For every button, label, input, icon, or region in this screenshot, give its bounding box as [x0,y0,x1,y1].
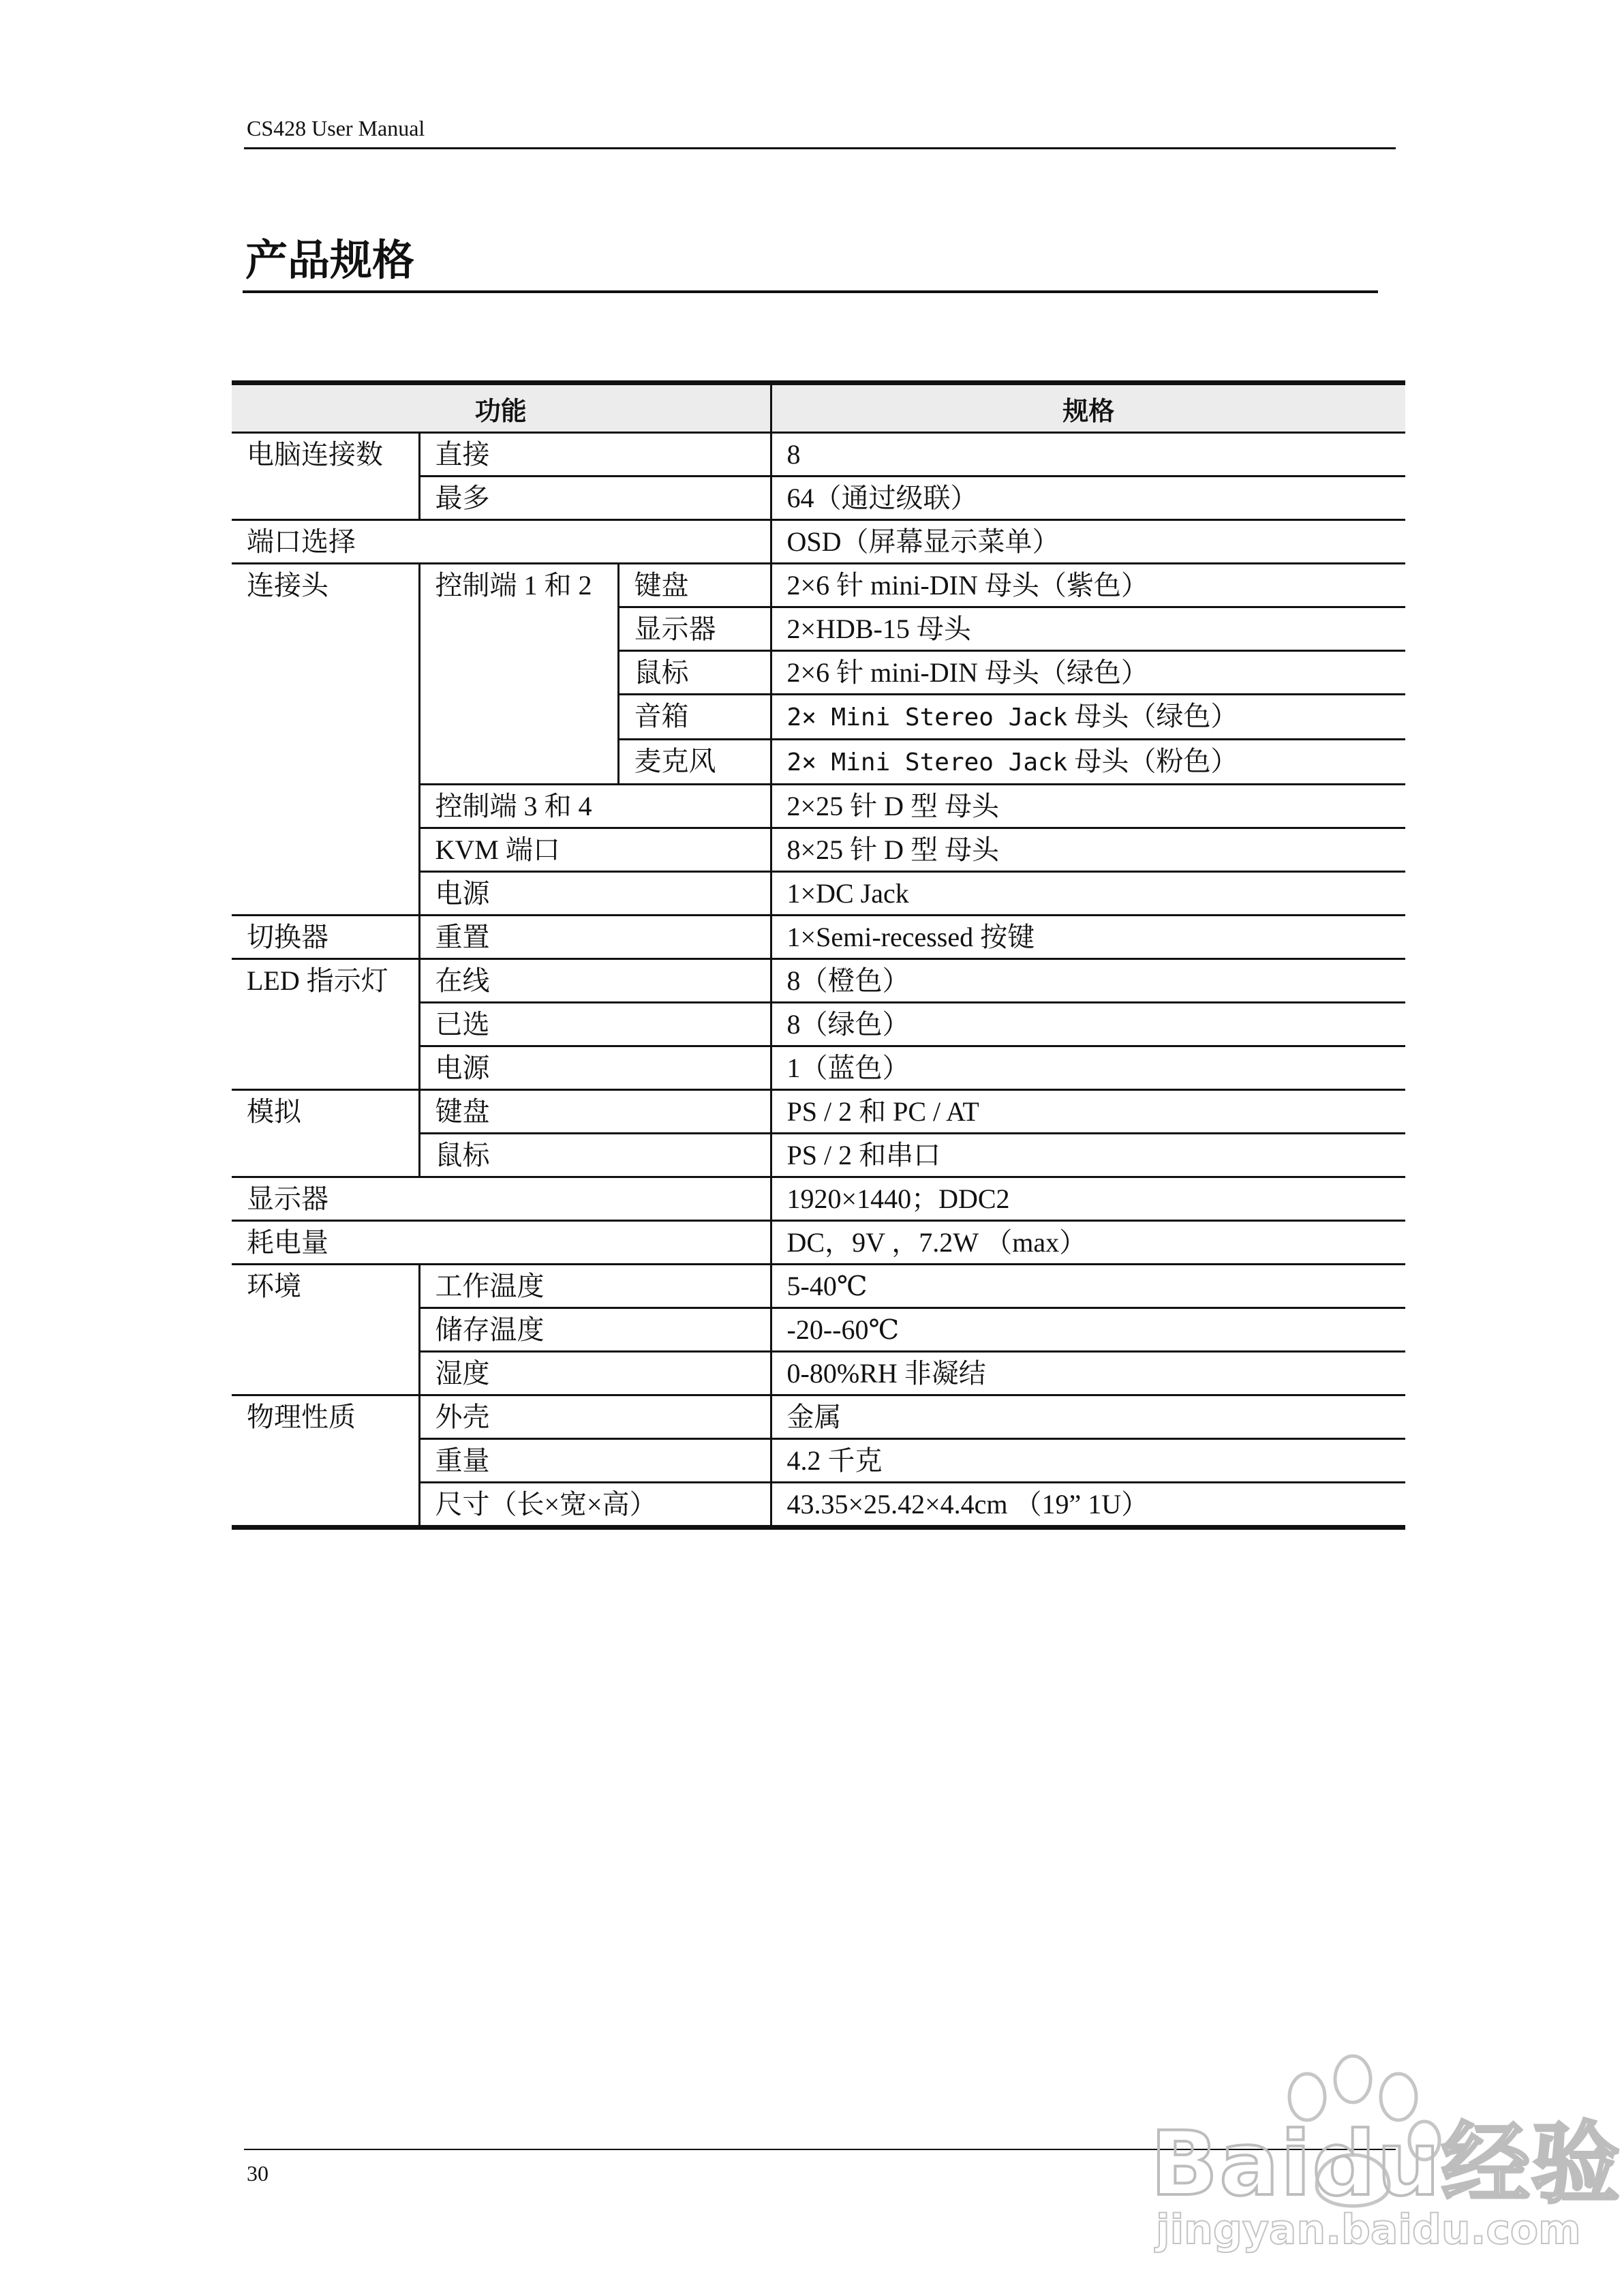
row-spec: PS / 2 和串口 [771,1134,1405,1177]
row-item: 直接 [419,433,771,477]
row-category: 物理性质 [232,1395,419,1528]
row-subitem: 麦克风 [618,740,771,785]
row-category: 切换器 [232,916,419,959]
row-item: 外壳 [419,1395,771,1439]
row-spec: 1×DC Jack [771,872,1405,916]
table-row [232,916,1405,959]
row-spec-detail: 母头（粉色） [1067,746,1238,776]
row-item: 电源 [419,872,771,916]
row-spec: -20--60℃ [771,1308,1405,1352]
row-item: 电源 [419,1046,771,1090]
row-category: 模拟 [232,1090,419,1177]
row-category: 显示器 [232,1177,771,1221]
spec-table [232,380,1405,1530]
row-spec: 8（橙色） [771,959,1405,1003]
row-spec [771,695,1405,740]
page-title: 产品规格 [245,235,415,285]
page-number: 30 [247,2161,269,2186]
row-category: 端口选择 [232,520,771,564]
row-spec: 5-40℃ [771,1265,1405,1308]
row-spec: PS / 2 和 PC / AT [771,1090,1405,1134]
row-item: 在线 [419,959,771,1003]
row-item: 已选 [419,1003,771,1046]
table-row [232,433,1405,477]
row-spec: 8（绿色） [771,1003,1405,1046]
row-item: 湿度 [419,1352,771,1395]
row-spec: 1×Semi-recessed 按键 [771,916,1405,959]
row-spec: DC，9V ，7.2W （max） [771,1221,1405,1265]
header-rule [244,147,1396,149]
row-item: 尺寸（长×宽×高） [419,1483,771,1528]
row-item: 鼠标 [419,1134,771,1177]
row-spec: 43.35×25.42×4.4cm （19” 1U） [771,1483,1405,1528]
row-spec: 8×25 针 D 型 母头 [771,828,1405,872]
row-subitem: 音箱 [618,695,771,740]
table-row [232,1221,1405,1265]
row-spec: 4.2 千克 [771,1439,1405,1483]
row-spec: OSD（屏幕显示菜单） [771,520,1405,564]
header-spec: 规格 [771,383,1405,433]
table-row [232,564,1405,607]
row-item: KVM 端口 [419,828,771,872]
row-spec: 64（通过级联） [771,477,1405,520]
row-spec-connector: 2× Mini Stereo Jack [786,749,1068,776]
row-spec-detail: 母头（绿色） [1067,701,1238,731]
row-category: 环境 [232,1265,419,1395]
table-row [232,1177,1405,1221]
row-spec: 金属 [771,1395,1405,1439]
table-header-row [232,383,1405,433]
row-item: 控制端 1 和 2 [419,564,618,785]
row-category: 电脑连接数 [232,433,419,520]
row-spec: 1920×1440；DDC2 [771,1177,1405,1221]
row-item: 控制端 3 和 4 [419,785,771,828]
row-spec: 2×6 针 mini-DIN 母头（紫色） [771,564,1405,607]
row-subitem: 鼠标 [618,651,771,695]
row-item: 键盘 [419,1090,771,1134]
row-spec: 2×6 针 mini-DIN 母头（绿色） [771,651,1405,695]
row-subitem: 显示器 [618,607,771,651]
row-item: 重置 [419,916,771,959]
row-item: 最多 [419,477,771,520]
row-spec: 0-80%RH 非凝结 [771,1352,1405,1395]
table-row [232,1395,1405,1439]
watermark-url: jingyan.baidu.com [1156,2206,1581,2254]
running-header: CS428 User Manual [247,116,425,140]
row-category: 连接头 [232,564,419,916]
row-spec: 2×25 针 D 型 母头 [771,785,1405,828]
row-spec [771,740,1405,785]
row-spec: 1（蓝色） [771,1046,1405,1090]
row-spec: 8 [771,433,1405,477]
row-item: 储存温度 [419,1308,771,1352]
watermark-logo: Baidu经验 [1150,2112,1621,2216]
row-item: 重量 [419,1439,771,1483]
table-row [232,1090,1405,1134]
row-item: 工作温度 [419,1265,771,1308]
row-spec: 2×HDB-15 母头 [771,607,1405,651]
row-category: LED 指示灯 [232,959,419,1090]
title-rule [243,290,1378,293]
table-row [232,959,1405,1003]
header-function: 功能 [232,383,771,433]
table-row [232,1265,1405,1308]
row-spec-connector: 2× Mini Stereo Jack [786,704,1068,731]
table-row [232,520,1405,564]
row-category: 耗电量 [232,1221,771,1265]
row-subitem: 键盘 [618,564,771,607]
